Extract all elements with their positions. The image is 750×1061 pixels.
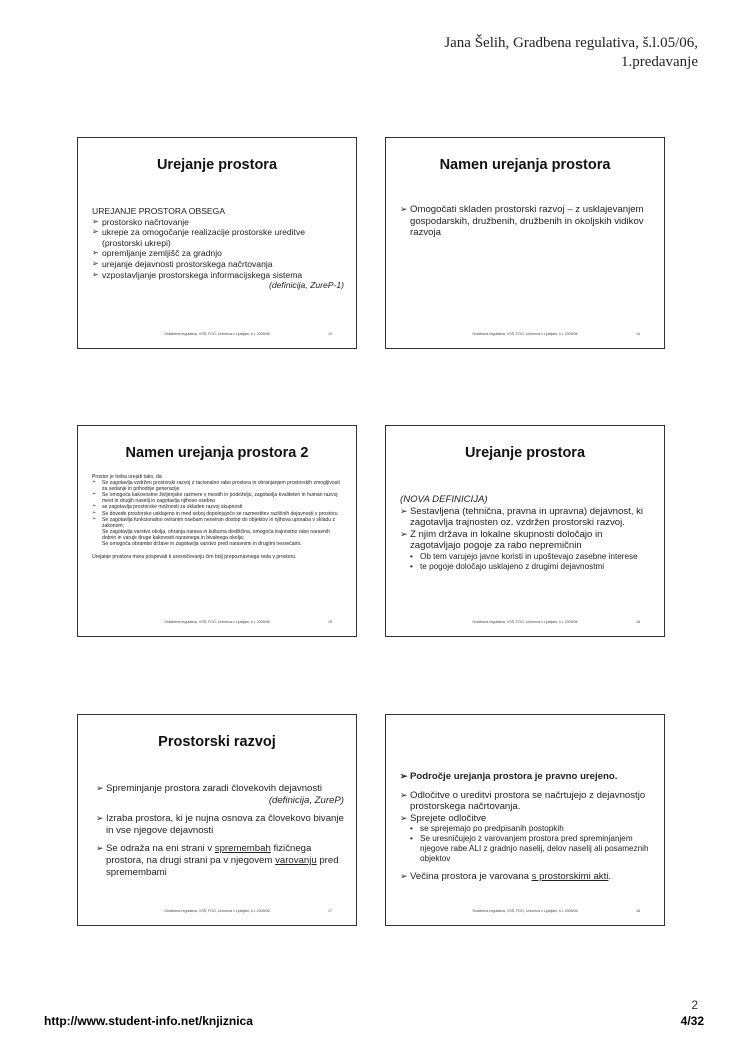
slide-number: 16: [636, 620, 640, 624]
bullet-item: ➢ Sprejete odločitve: [400, 813, 652, 825]
slide-16: [385, 425, 665, 637]
slide-title: Urejanje prostora: [156, 157, 278, 173]
slide-number: 17: [328, 909, 332, 913]
sub-bullet-item: • Se uresničujejo z varovanjem prostora pred spreminjanjem njegove rabe ALI z gradnjo naselij, delov naselij ali posameznih objektov: [400, 834, 652, 863]
slide-body: [400, 494, 652, 572]
bullet-item: ➢ vzpostavljanje prostorskega informacijskega sistema: [92, 270, 344, 281]
footer-text: Gradbena regulativa, VSŠ, FGG, Univerza v Ljubljani, š.l. 2005/06: [164, 620, 270, 624]
closing-text: Urejanje prostora mora prispevati k uresničevanju čim bolj prepoznavnega reda v prostoru.: [92, 554, 297, 561]
bullet-item: ➢ ukrepe za omogočanje realizacije prostorske ureditve (prostorski ukrepi): [92, 227, 344, 248]
text-run: Večina prostora je varovana: [410, 870, 532, 882]
underlined-term: spremembah: [214, 843, 271, 855]
bullet-item: ➢ Se zagotavlja vzdržen prostorski razvoj z racionalno rabo prostora in ohranjanjem prostorskih zmogljivosti za sedanje in prihodnje generacije: [92, 480, 344, 492]
underlined-term: s prostorskimi akti: [531, 870, 609, 882]
citation: (definicija, ZureP-1): [269, 280, 344, 291]
page-number-small: 2: [691, 998, 698, 1012]
slide-18: [385, 714, 665, 926]
slide-heading: UREJANJE PROSTORA OBSEGA: [92, 206, 226, 216]
slide-body: [400, 204, 652, 239]
sub-bullet-item: • se sprejemajo po predpisanih postopkih: [400, 824, 652, 834]
slide-13: [77, 137, 357, 349]
text-run: .: [608, 870, 612, 882]
slide-label: (NOVA DEFINICIJA): [400, 494, 488, 505]
site-url-link[interactable]: http://www.student-info.net/knjiznica: [44, 1014, 253, 1028]
bullet-continuation: Se omogoča obrambo države in zagotavlja varstvo pred naravnimi in drugimi nesrečami.: [102, 541, 302, 548]
bullet-item: ➢ Odločitve o ureditvi prostora se načrtujejo z dejavnostjo prostorskega načrtovanja.: [400, 790, 652, 813]
footer-text: Gradbena regulativa, VSŠ, FGG, Univerza v Ljubljani, š.l. 2005/06: [472, 909, 578, 913]
bullet-item: ➢ opremljanje zemljišč za gradnjo: [92, 248, 344, 259]
bullet-item: ➢ Sestavljena (tehnična, pravna in upravna) dejavnost, ki zagotavlja trajnosten oz. vzdržen prostorski razvoj.: [400, 506, 652, 529]
bullet-continuation: Se zagotavlja varstvo okolja, ohranja narava in kulturna dediščina, omogoča trajnostno rabo naravnih dobrin in varuje druge kakovosti naravnega in bivalnega okolja;: [102, 528, 330, 541]
bullet-item: ➢ se zagotavlja prostorske možnosti za skladen razvoj skupnosti: [92, 504, 344, 510]
bullet-item: ➢ Izraba prostora, ki je nujna osnova za človekovo bivanje in vse njegove dejavnosti: [96, 813, 344, 836]
footer-text: Gradbena regulativa, VSŠ, FGG, Univerza v Ljubljani, š.l. 2005/06: [472, 332, 578, 336]
slide-number: 18: [636, 909, 640, 913]
text-run: pred spremembami: [106, 854, 339, 878]
text-run: Se odraža na eni strani v: [106, 843, 215, 855]
footer-text: Gradbena regulativa, VSŠ, FGG, Univerza v Ljubljani, š.l. 2005/06: [164, 909, 270, 913]
slide-title: Namen urejanja prostora 2: [125, 445, 309, 461]
citation: (definicija, ZureP): [268, 794, 344, 806]
slide-title: Urejanje prostora: [464, 445, 586, 461]
bullet-item: ➢ Se dovede prostorsko usklajeno in med seboj dopolnjujočo se razmestitev različnih dejavnosti v prostoru: [92, 511, 344, 517]
bullet-item: ➢ Se zagotavlja funkcionalno oviranim osebam neoviran dostop do objektov in njihova uporaba v skladu z zakonom;: [92, 517, 344, 529]
underlined-term: varovanju: [275, 854, 317, 866]
slide-body: [92, 206, 344, 291]
sub-bullet-item: • Ob tem varujejo javne koristi in upoštevajo zasebne interese: [400, 552, 652, 562]
bullet-item: ➢ Področje urejanja prostora je pravno urejeno.: [400, 771, 652, 783]
header-line-1: Jana Šelih, Gradbena regulativa, š.l.05/06,: [444, 35, 698, 51]
slide-number: 15: [328, 620, 332, 624]
slide-15: [77, 425, 357, 637]
slide-17: [77, 714, 357, 926]
bullet-item: ➢ prostorsko načrtovanje: [92, 217, 344, 228]
bullet-item: [400, 871, 652, 883]
slide-title: Namen urejanja prostora: [439, 157, 611, 173]
bullet-item: ➢ Omogočati skladen prostorski razvoj – z usklajevanjem gospodarskih, družbenih, družbenih in okoljskih vidikov razvoja: [400, 204, 652, 239]
bullet-item: ➢ Z njim država in lokalne skupnosti določajo in zagotavljajo pogoje za rabo nepremičnin: [400, 529, 652, 552]
bullet-item: ➢ urejanje dejavnosti prostorskega načrtovanja: [92, 259, 344, 270]
bullet-item: ➢ Spreminjanje prostora zaradi človekovih dejavnosti: [96, 783, 344, 795]
slide-intro: Prostor je treba urejati tako, da: [92, 474, 162, 480]
document-header: [444, 34, 698, 72]
slide-body: [92, 474, 344, 560]
text-run: fizičnega prostora, na drugi strani pa v njegovem: [106, 843, 312, 866]
header-line-2: 1.predavanje: [620, 54, 698, 70]
slide-number: 13: [328, 332, 332, 336]
slide-14: [385, 137, 665, 349]
page-number: 4/32: [680, 1014, 704, 1028]
bullet-item: [96, 843, 344, 878]
slide-title: Prostorski razvoj: [158, 734, 276, 750]
footer-text: Gradbena regulativa, VSŠ, FGG, Univerza v Ljubljani, š.l. 2005/06: [164, 332, 270, 336]
slide-number: 14: [636, 332, 640, 336]
sub-bullet-item: • te pogoje določajo usklajeno z drugimi dejavnostmi: [400, 562, 652, 572]
footer-text: Gradbena regulativa, VSŠ, FGG, Univerza v Ljubljani, š.l. 2005/06: [472, 620, 578, 624]
slide-body: [400, 771, 652, 882]
bullet-item: ➢ Se omogoča kakovostne življenjske razmere v mestih in podeželju, zagotavlja kvaliteten in human razvoj mest in drugih naselij in zagotavlja njihovo osebno: [92, 492, 344, 504]
slide-body: [96, 783, 344, 878]
